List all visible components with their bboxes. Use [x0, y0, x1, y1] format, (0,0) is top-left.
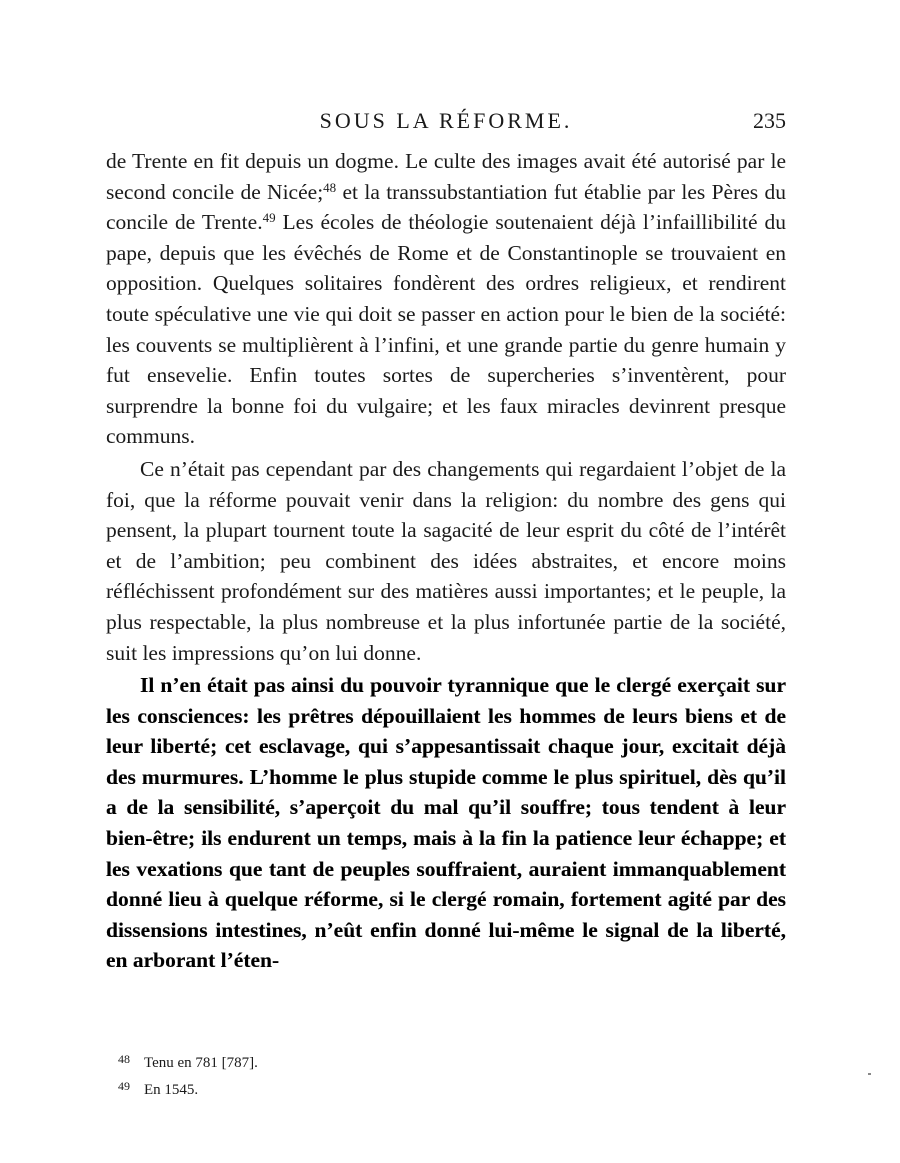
paragraph-1-text-c: Les écoles de théologie soutenaient déjà l’infaillibilité du pape, depuis que les évêchés de Rome et de Constantinople se trouvaient en opposition. Quelques solitaires fondèrent des ordres religieux, et rendirent toute spéculative une vie qui doit se passer en action pour le bien de la société: les couvents se multiplièrent à l’infini, et une grande partie du genre humain y fut ensevelie. Enfin toutes sortes de supercheries s’inventèrent, pour surprendre la bonne foi du vulgaire; et les faux miracles devinrent presque communs.: [106, 210, 786, 449]
footnote-number: 49: [118, 1079, 130, 1093]
footnote-reference-48: 48: [323, 179, 337, 195]
body-text: [106, 146, 786, 976]
running-head: [106, 108, 786, 138]
scan-speck: [868, 1073, 871, 1075]
footnote-text: Tenu en 781 [787].: [144, 1055, 258, 1071]
paragraph-1-text-a: de Trente en fit depuis un dogme. Le culte des images avait été autorisé par le second concile de Nicée;: [106, 149, 786, 204]
paragraph-1-text-b: et la transsubstantiation fut établie par les Pères du concile de Trente.: [106, 179, 786, 235]
page-number: 235: [753, 108, 786, 133]
footnote-reference-49: 49: [262, 210, 276, 226]
paragraph-2: Ce n’était pas cependant par des changements qui regardaient l’objet de la foi, que la réforme pouvait venir dans la religion: du nombre des gens qui pensent, la plupart tournent toute la sagacité de leur esprit du côté de l’intérêt et de l’ambition; peu combinent des idées abstraites, et encore moins réfléchissent profondément sur des matières aussi importantes; et le peuple, la plus respectable, la plus nombreuse et la plus infortunée partie de la société, suit les impressions qu’on lui donne.: [106, 456, 786, 665]
paragraph-1: [106, 146, 786, 452]
footnote-number: 48: [118, 1052, 130, 1066]
footnotes: [118, 1048, 518, 1102]
footnote-text: En 1545.: [144, 1082, 199, 1098]
running-title: SOUS LA RÉFORME.: [319, 108, 573, 133]
paragraph-3: Il n’en était pas ainsi du pouvoir tyrannique que le clergé exerçait sur les consciences: les prêtres dépouillaient les hommes de leurs biens et de leur liberté; cet esclavage, qui s’appesantissait chaque jour, excitait déjà des murmures. L’homme le plus stupide comme le plus spirituel, dès qu’il a de la sensibilité, s’aperçoit du mal qu’il souffre; tous tendent à leur bien-être; ils endurent un temps, mais à la fin la patience leur échappe; et les vexations que tant de peuples souffraient, auraient immanquablement donné lieu à quelque réforme, si le clergé romain, fortement agité par des dissensions intestines, n’eût enfin donné lui-même le signal de la liberté, en arborant l’éten-: [106, 673, 786, 973]
footnote: [118, 1075, 518, 1102]
footnote: [118, 1048, 518, 1075]
